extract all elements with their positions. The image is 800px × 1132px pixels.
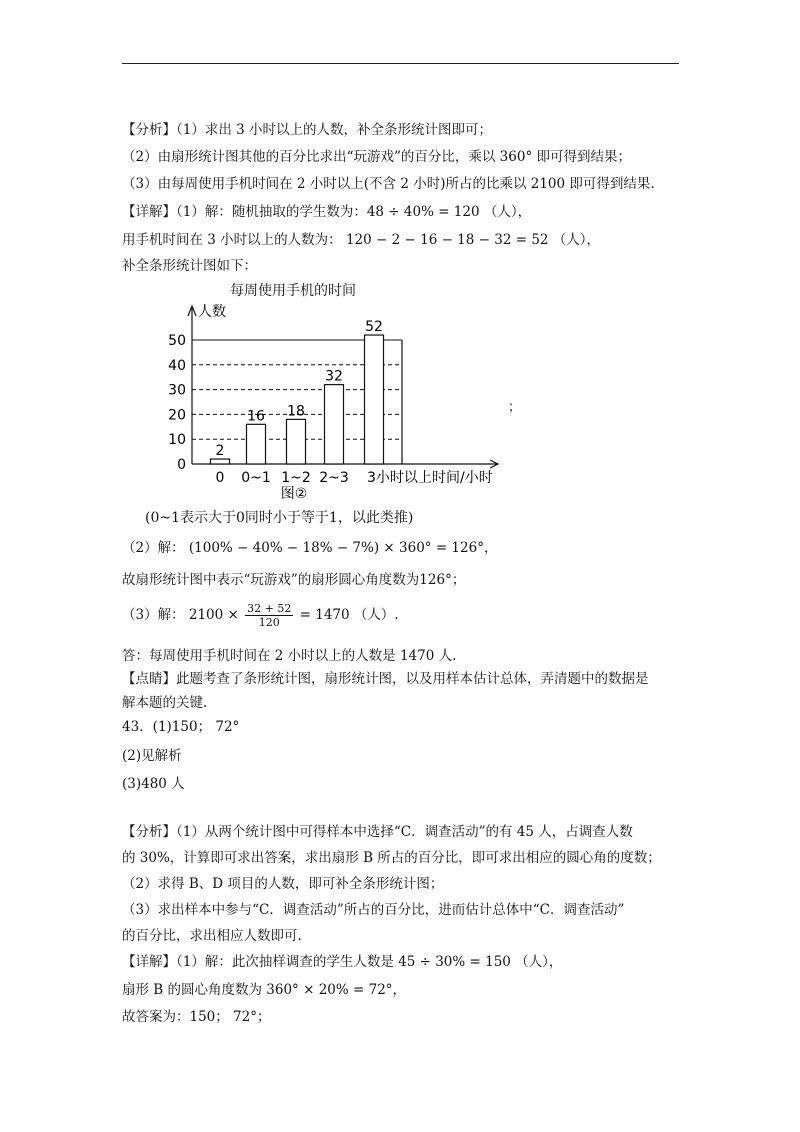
part3-solution <box>122 602 399 629</box>
analysis-line-3: （3）由每周使用手机时间在 2 小时以上(不含 2 小时)所占的比乘以 2100 即可得到结果. <box>122 176 655 192</box>
chart-note: (0~1表示大于0同时小于等于1，以此类推) <box>145 510 414 526</box>
detail-line-2: 用手机时间在 3 小时以上的人数为： 120 − 2 − 16 − 18 − 32 = 52 （人）， <box>122 232 601 248</box>
x-tick-label: 1~2 <box>281 470 311 486</box>
analysis2-detail-3: 故答案为：150； 72°； <box>122 1009 271 1025</box>
fraction-numerator: 32 + 52 <box>247 602 292 615</box>
x-tick-label: 3小时以上 <box>367 470 432 486</box>
q43-answer-1: 43．(1)150； 72° <box>122 719 240 735</box>
trailing-semicolon: ； <box>508 400 522 415</box>
part3-prefix: （3）解： 2100 × <box>122 607 239 623</box>
part2-conclusion: 故扇形统计图中表示“玩游戏”的扇形圆心角度数为126°； <box>122 572 466 588</box>
bar <box>365 335 384 464</box>
q43-answer-2: (2)见解析 <box>122 748 182 764</box>
y-tick-label: 30 <box>168 382 186 399</box>
figure-label: 图② <box>280 486 308 502</box>
bar-value-label: 18 <box>287 403 305 420</box>
part2-solution: （2）解： (100% − 40% − 18% − 7%) × 360° = 126°， <box>122 540 498 556</box>
analysis2-line-5: 的百分比，求出相应人数即可. <box>122 928 302 944</box>
analysis2-line-2: 的 30%，计算即可求出答案，求出扇形 B 所占的百分比，即可求出相应的圆心角的度数； <box>122 850 661 866</box>
comment-line-2: 解本题的关键. <box>122 695 208 711</box>
bar <box>211 459 230 464</box>
bar-value-label: 52 <box>365 319 383 336</box>
analysis2-line-1: 【分析】（1）从两个统计图中可得样本中选择“C．调查活动”的有 45 人，占调查人数 <box>122 824 633 840</box>
detail-line-3: 补全条形统计图如下： <box>122 258 257 274</box>
y-tick-label: 10 <box>168 432 186 449</box>
y-tick-label: 40 <box>168 357 186 374</box>
bar-value-label: 2 <box>215 443 225 460</box>
chart-title: 每周使用手机的时间 <box>230 283 356 299</box>
q43-answer-3: (3)480 人 <box>122 776 185 792</box>
analysis2-line-4: （3）求出样本中参与“C．调查活动”所占的百分比，进而估计总体中“C．调查活动” <box>122 902 625 918</box>
bar <box>325 385 344 464</box>
x-tick-label: 0 <box>215 470 225 486</box>
analysis-line-1: 【分析】（1）求出 3 小时以上的人数，补全条形统计图即可； <box>122 122 493 138</box>
x-tick-label: 0~1 <box>241 470 271 486</box>
analysis2-detail-1: 【详解】（1）解：此次抽样调查的学生人数是 45 ÷ 30% = 150 （人）， <box>122 954 563 970</box>
answer-line: 答：每周使用手机时间在 2 小时以上的人数是 1470 人. <box>122 648 457 664</box>
bar-value-label: 16 <box>247 408 265 425</box>
comment-line-1: 【点睛】此题考查了条形统计图，扇形统计图，以及用样本估计总体，弄清题中的数据是 <box>122 671 649 687</box>
x-axis-label: 时间/小时 <box>432 470 493 486</box>
analysis-line-2: （2）由扇形统计图其他的百分比求出“玩游戏”的百分比，乘以 360° 即可得到结果； <box>122 149 631 165</box>
header-rule <box>122 63 679 64</box>
y-tick-label: 20 <box>168 407 186 424</box>
bar-chart <box>160 296 520 506</box>
part3-suffix: = 1470 （人）. <box>299 607 399 623</box>
x-tick-label: 2~3 <box>319 470 349 486</box>
analysis2-line-3: （2）求得 B、D 项目的人数，即可补全条形统计图； <box>122 876 444 892</box>
y-axis-label: 人数 <box>198 304 226 320</box>
analysis2-detail-2: 扇形 B 的圆心角度数为 360° × 20% = 72°， <box>122 982 407 998</box>
y-tick-label: 50 <box>168 333 186 349</box>
y-tick-label: 0 <box>177 457 186 473</box>
bar-value-label: 32 <box>325 368 343 385</box>
detail-line-1: 【详解】（1）解：随机抽取的学生数为：48 ÷ 40% = 120 （人）， <box>122 204 532 220</box>
bar <box>287 419 306 464</box>
part3-fraction <box>245 602 293 629</box>
bar <box>247 424 266 464</box>
fraction-denominator: 120 <box>258 616 280 629</box>
